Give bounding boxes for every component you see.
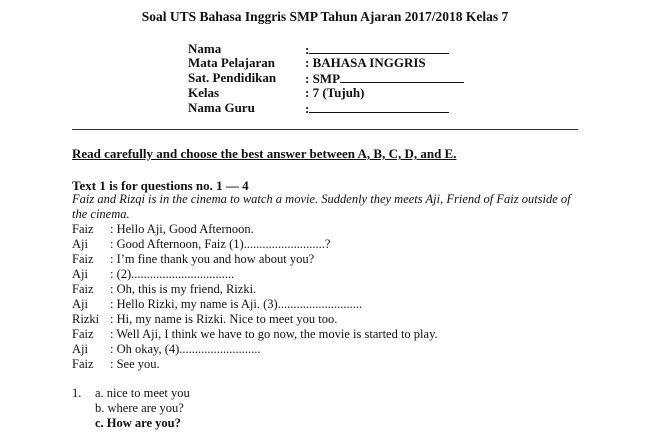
field-label-sat-pendidikan: Sat. Pendidikan (188, 70, 277, 85)
dialogue-line: : Good Afternoon, Faiz (1)..........................? (110, 237, 331, 251)
dialogue-speaker: Aji (72, 267, 88, 281)
field-label-kelas: Kelas (188, 85, 220, 100)
dialogue-speaker: Faiz (72, 357, 94, 371)
dialogue-speaker: Faiz (72, 222, 94, 236)
field-colon: : (305, 42, 310, 57)
dialogue-speaker: Faiz (72, 252, 94, 266)
option-a: a. nice to meet you (95, 386, 190, 400)
option-b: b. where are you? (95, 401, 184, 415)
option-c: c. How are you? (95, 416, 181, 430)
blank-line (309, 41, 449, 54)
dialogue-line: : Oh, this is my friend, Rizki. (110, 282, 257, 296)
blank-line (340, 70, 464, 83)
field-value-mata-pelajaran: : BAHASA INGGRIS (305, 55, 426, 70)
dialogue-line: : See you. (110, 357, 160, 371)
dialogue-line: : Well Aji, I think we have to go now, the movie is started to play. (110, 327, 438, 341)
field-colon: : (305, 101, 310, 116)
dialogue-speaker: Aji (72, 297, 88, 311)
field-value-nama-guru (305, 100, 449, 117)
instruction: Read carefully and choose the best answer between A, B, C, D, and E. (72, 146, 457, 161)
dialogue-speaker: Aji (72, 342, 88, 356)
dialogue-line: : Hi, my name is Rizki. Nice to meet you too. (110, 312, 338, 326)
dialogue-line: : Hello Aji, Good Afternoon. (110, 222, 254, 236)
field-label-mata-pelajaran: Mata Pelajaran (188, 55, 276, 70)
field-label-nama-guru: Nama Guru (188, 100, 255, 115)
dialogue-line: : Oh okay, (4).......................... (110, 342, 261, 356)
document-title: Soal UTS Bahasa Inggris SMP Tahun Ajaran 2017/2018 Kelas 7 (141, 9, 509, 24)
field-value-kelas: : 7 (Tujuh) (305, 85, 365, 100)
dialogue-line: : I’m fine thank you and how about you? (110, 252, 315, 266)
dialogue-speaker: Aji (72, 237, 88, 251)
blank-line (309, 100, 449, 113)
section-divider (72, 129, 578, 130)
dialogue-line: : Hello Rizki, my name is Aji. (3)........................... (110, 297, 363, 311)
field-text: : SMP (305, 71, 341, 86)
dialogue-speaker: Rizki (72, 312, 100, 326)
dialogue-line: : (2)................................. (110, 267, 235, 281)
dialogue-speaker: Faiz (72, 282, 94, 296)
field-label-nama: Nama (188, 41, 222, 56)
dialogue-speaker: Faiz (72, 327, 94, 341)
question-number: 1. (72, 386, 82, 400)
intro-text: Faiz and Rizqi is in the cinema to watch a movie. Suddenly they meets Aji, Friend of Faiz outside of the cinema. (72, 192, 571, 221)
text-heading: Text 1 is for questions no. 1 — 4 (72, 178, 249, 193)
